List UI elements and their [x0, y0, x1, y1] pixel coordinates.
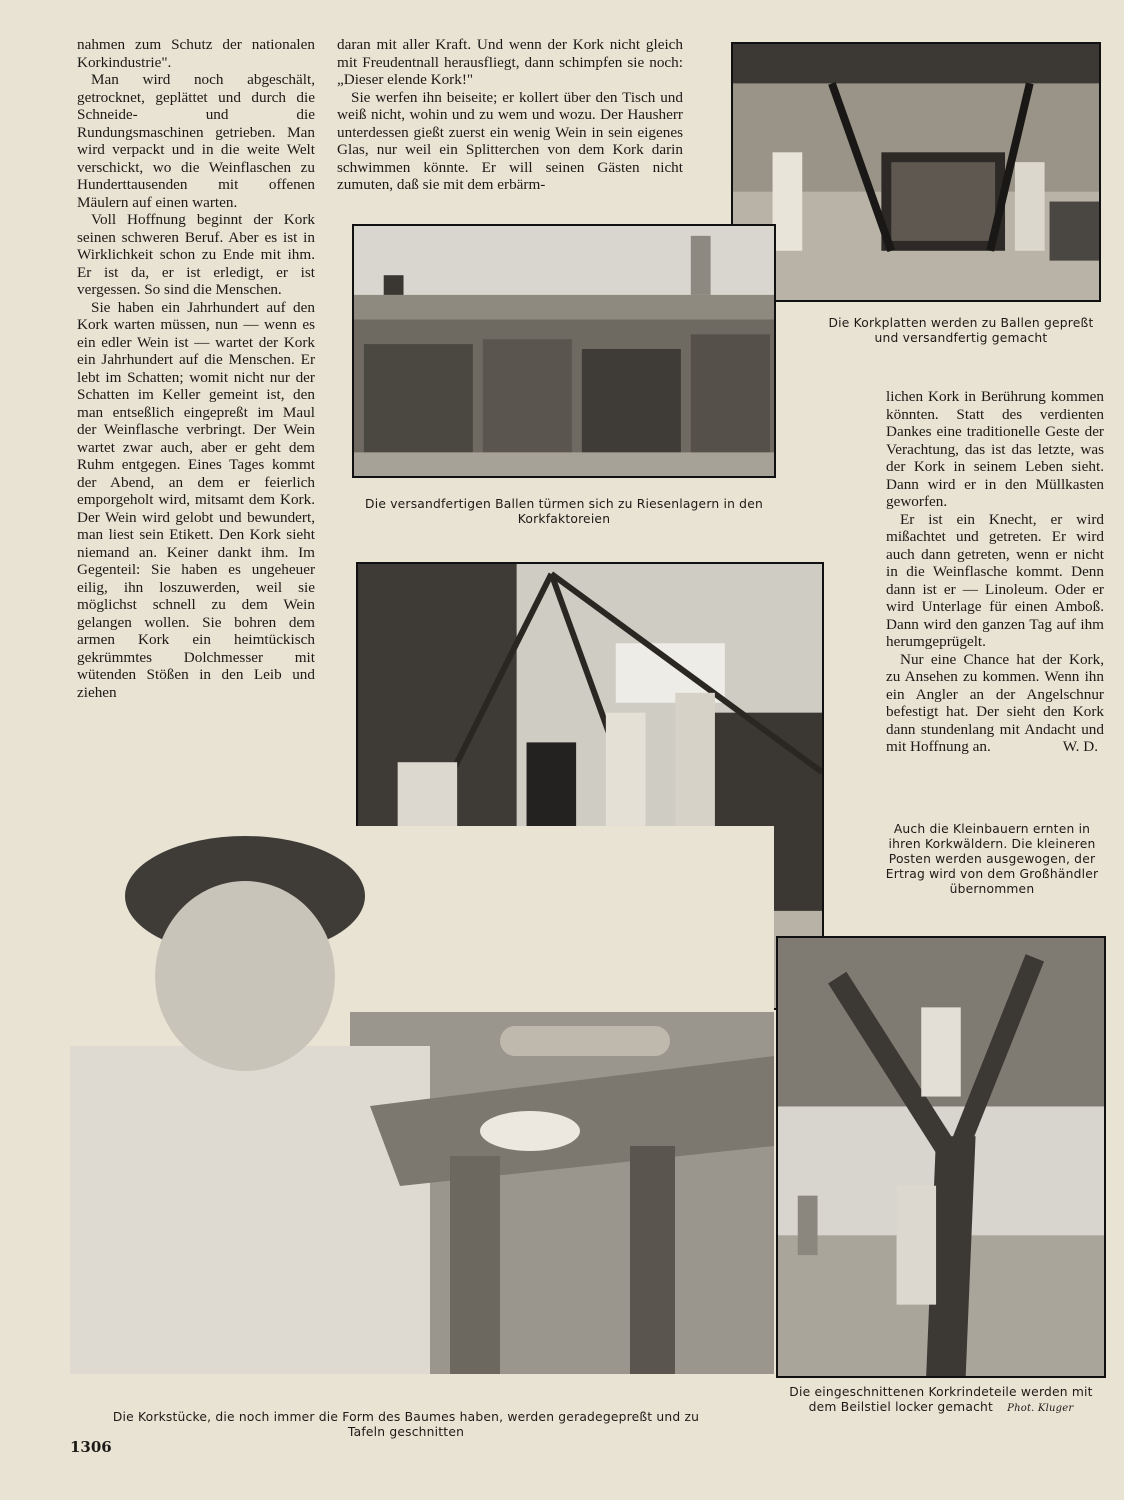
photo-cork-tree [776, 936, 1106, 1378]
caption-farmers: Auch die Kleinbauern ernten in ihren Korkwäldern. Die kleineren Posten werden ausgewogen, der Ertrag wird von dem Großhändler übernommen [885, 822, 1099, 896]
caption-worker: Die Korkstücke, die noch immer die Form des Baumes haben, werden geradegepreßt und zu Tafeln geschnitten [112, 1410, 700, 1439]
paragraph: daran mit aller Kraft. Und wenn der Kork nicht gleich mit Freudentnall herausfliegt, dann schimpfen sie noch: „Dieser elende Kork!" [337, 36, 683, 88]
paragraph-text: Nur eine Chance hat der Kork, zu Ansehen zu kommen. Wenn ihn ein Angler an der Angelschnur befestigt hat. Der sieht den Kork dann stundenlang mit Andacht und mit Hoffnung an. [886, 650, 1104, 755]
paragraph: Sie werfen ihn beiseite; er kollert über den Tisch und weiß nicht, wohin und zu wem und wozu. Der Hausherr unterdessen gießt zuerst ein wenig Wein in sein eigenes Glas, nur weil ein Splitterchen von dem Kork darin schwimmen könnte. Er will seinen Gästen nicht zumuten, daß sie mit dem erbärm- [337, 88, 683, 193]
photo-credit: Phot. Kluger [1007, 1403, 1074, 1414]
author-signature: W. D. [1062, 738, 1098, 755]
caption-press: Die Korkplatten werden zu Ballen gepreßt und versandfertig gemacht [828, 316, 1094, 345]
paragraph: Er ist ein Knecht, er wird mißachtet und getreten. Er wird auch dann getreten, wenn er nicht in die Weinflasche kommt. Denn dann ist er — Linoleum. Oder er wird Unterlage für einen Amboß. Dann wird den ganzen Tag auf ihm herumgeprügelt. [886, 510, 1104, 650]
article-column-left [77, 36, 315, 701]
article-column-middle [337, 36, 683, 194]
paragraph: lichen Kork in Berührung kommen könnten. Statt des verdienten Dankes eine traditionelle Geste der Verachtung, das ist das letzte, was der Kork in seinem Leben sieht. Dann wird er in den Müllkasten geworfen. [886, 388, 1104, 510]
photo-cork-bales [352, 224, 776, 478]
article-column-right [886, 388, 1104, 756]
photo-cork-worker [70, 826, 774, 1374]
caption-tree-text: Die eingeschnittenen Korkrindeteile werden mit dem Beilstiel locker gemacht [789, 1385, 1093, 1414]
caption-bales: Die versandfertigen Ballen türmen sich zu Riesenlagern in den Korkfaktoreien [365, 497, 763, 526]
photo-cork-press [731, 42, 1101, 302]
paragraph: nahmen zum Schutz der nationalen Korkindustrie". [77, 36, 315, 71]
paragraph: Man wird noch abgeschält, getrocknet, geplättet und durch die Schneide- und die Rundungsmaschinen getrieben. Man wird verpackt und in die weite Welt verschickt, wo die Weinflaschen zu Hunderttausenden mit offenen Mäulern auf einen warten. [77, 71, 315, 211]
paragraph [886, 651, 1104, 756]
paragraph: Voll Hoffnung beginnt der Kork seinen schweren Beruf. Aber es ist in Wirklichkeit schon zu Ende mit ihm. Er ist da, er ist erledigt, er ist vergessen. So sind die Menschen. [77, 211, 315, 298]
page-number: 1306 [70, 1438, 112, 1456]
caption-tree [776, 1385, 1106, 1416]
paragraph: Sie haben ein Jahrhundert auf den Kork warten müssen, nun — wenn es ein edler Wein ist — wartet der Kork ein Jahrhundert auf die Menschen. Er lebt im Schatten; womit nicht nur der Schatten im Keller gemeint ist, den man entseßlich eingepreßt im Maul der Weinflasche verbringt. Der Wein wartet zwar auch, aber er geht dem Ruhm entgegen. Eines Tages kommt der Abend, an dem er feierlich emporgeholt wird, mitsamt dem Kork. Der Wein wird gelobt und bewundert, man liest sein Etikett. Den Kork sieht niemand an. Keiner dankt ihm. Im Gegenteil: Sie haben es ungeheuer eilig, ihn loszuwerden, weil sie möglichst schnell zu dem Wein gelangen wollen. Sie bohren dem armen Kork ein heimtückisch gekrümmtes Dolchmesser mit wütenden Stößen in den Leib und ziehen [77, 298, 315, 701]
